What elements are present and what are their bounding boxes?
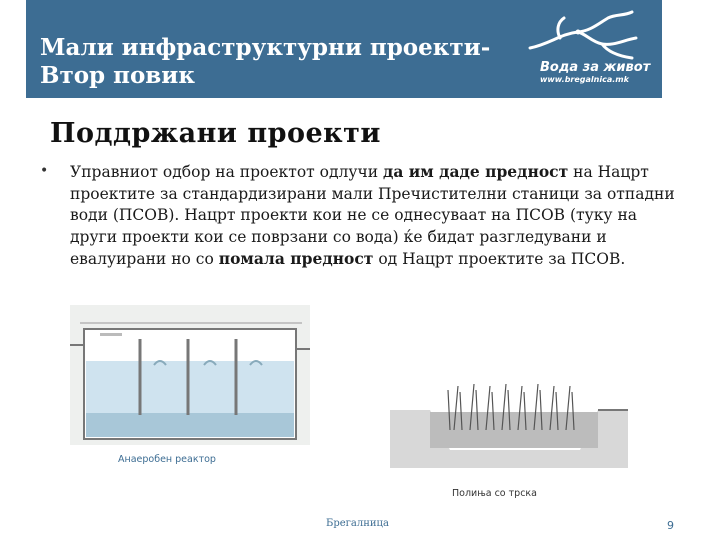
logo-url: www.bregalnica.mk	[540, 75, 629, 84]
anaerobic-reactor-diagram	[70, 305, 310, 445]
logo-name: Вода за живот	[540, 60, 651, 75]
reed-bed-diagram	[390, 340, 628, 468]
emphasis-priority: да им даде предност	[383, 162, 569, 181]
wetland-caption: Полиња со трска	[452, 488, 537, 499]
text-part: Управниот одбор на проектот одлучи	[70, 163, 384, 181]
text-part: од Нацрт проектите за ПСОВ.	[373, 250, 626, 268]
header	[0, 0, 720, 98]
section-title: Поддржани проекти	[50, 118, 381, 149]
footer-label: Брегалница	[326, 518, 389, 529]
page-number: 9	[667, 519, 674, 532]
slide-title: Мали инфраструктурни проекти- Втор повик	[40, 34, 491, 89]
bullet-text	[70, 161, 680, 271]
emphasis-lower-priority: помала предност	[218, 249, 374, 268]
bullet-icon: •	[40, 163, 49, 179]
logo-text	[540, 60, 650, 84]
text-part: на Нацрт проектите за стандардизирани мали Пречистителни станици за отпадни води (ПСОВ). Нацрт проекти кои не се однесуваат на ПСОВ (туку на други проекти кои се поврзани со вода) ќе бидат разгледувани и евалуирани но со	[70, 163, 675, 268]
anaerobic-caption: Анаеробен реактор	[118, 454, 216, 465]
